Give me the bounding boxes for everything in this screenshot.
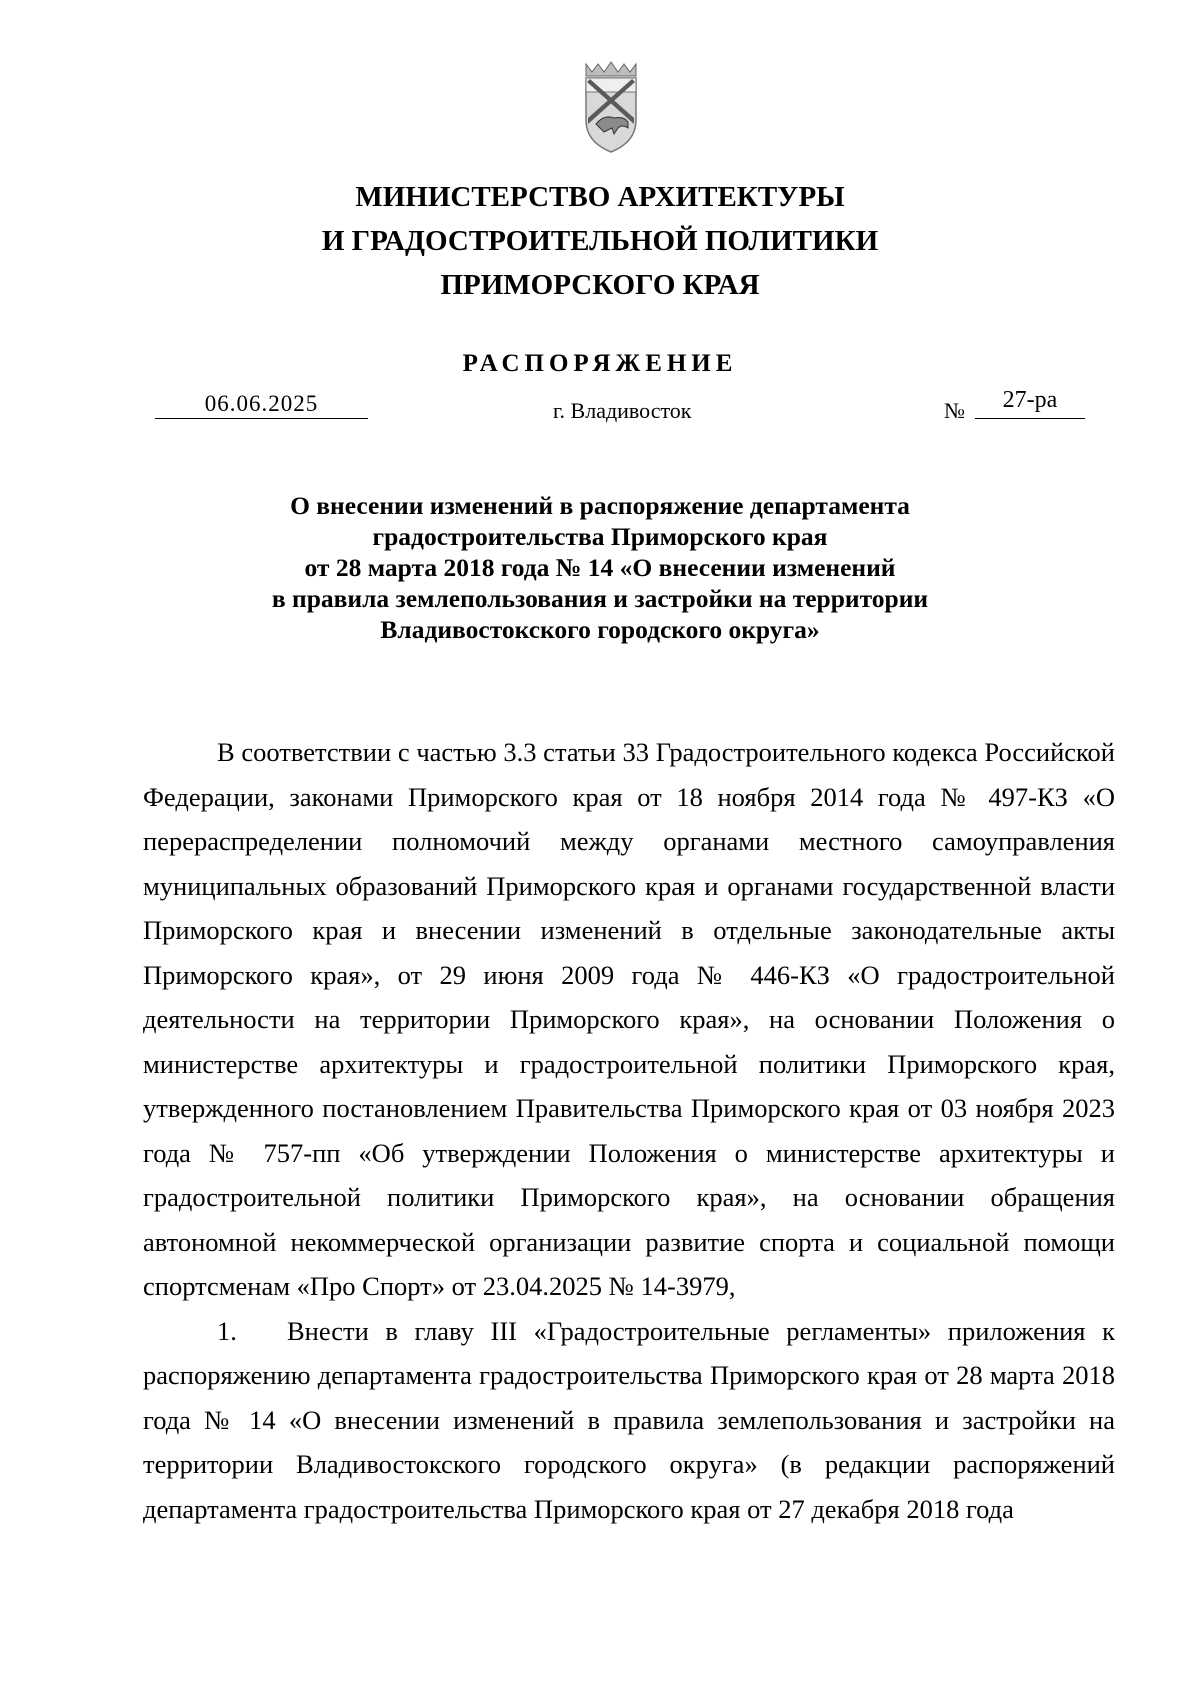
document-number: 27-ра bbox=[975, 388, 1085, 419]
document-type-title: РАСПОРЯЖЕНИЕ bbox=[462, 350, 738, 377]
subject-line: О внесении изменений в распоряжение департамента bbox=[290, 491, 910, 520]
subject-line: Владивостокского городского округа» bbox=[380, 615, 820, 644]
subject-line: в правила землепользования и застройки на территории bbox=[271, 584, 929, 613]
item-number: 1. bbox=[217, 1315, 237, 1346]
ministry-line: ПРИМОРСКОГО КРАЯ bbox=[440, 269, 760, 301]
ministry-line: МИНИСТЕРСТВО АРХИТЕКТУРЫ bbox=[355, 181, 845, 213]
ministry-line: И ГРАДОСТРОИТЕЛЬНОЙ ПОЛИТИКИ bbox=[321, 225, 879, 257]
document-date: 06.06.2025 bbox=[155, 392, 368, 419]
ministry-name bbox=[0, 183, 1200, 315]
item-1-paragraph bbox=[143, 1309, 1115, 1532]
document-city: г. Владивосток bbox=[553, 398, 692, 423]
document-body bbox=[143, 730, 1115, 1531]
coat-of-arms-icon bbox=[584, 58, 638, 154]
subject-line: от 28 марта 2018 года № 14 «О внесении изменений bbox=[304, 553, 896, 582]
number-sign: № bbox=[944, 398, 965, 423]
preamble-paragraph: В соответствии с частью 3.3 статьи 33 Градостроительного кодекса Российской Федерации, законами Приморского края от 18 ноября 2014 года № 497-КЗ «О перераспределении полномочий между органами местного самоуправления муниципальных образований Приморского края и органами государственной власти Приморского края и внесении изменений в отдельные законодательные акты Приморского края», от 29 июня 2009 года № 446-КЗ «О градостроительной деятельности на территории Приморского края», на основании Положения о министерстве архитектуры и градостроительной политики Приморского края, утвержденного постановлением Правительства Приморского края от 03 ноября 2023 года № 757-пп «Об утверждении Положения о министерстве архитектуры и градостроительной политики Приморского края», на основании обращения автономной некоммерческой организации развитие спорта и социальной помощи спортсменам «Про Спорт» от 23.04.2025 № 14-3979, bbox=[143, 737, 1115, 1301]
item-text: Внести в главу III «Градостроительные регламенты» приложения к распоряжению департамента градостроительства Приморского края от 28 марта 2018 года № 14 «О внесении изменений в правила землепользования и застройки на территории Владивостокского городского округа» (в редакции распоряжений департамента градостроительства Приморского края от 27 декабря 2018 года bbox=[143, 1315, 1115, 1524]
subject-line: градостроительства Приморского края bbox=[372, 522, 828, 551]
document-subject bbox=[150, 490, 1050, 645]
